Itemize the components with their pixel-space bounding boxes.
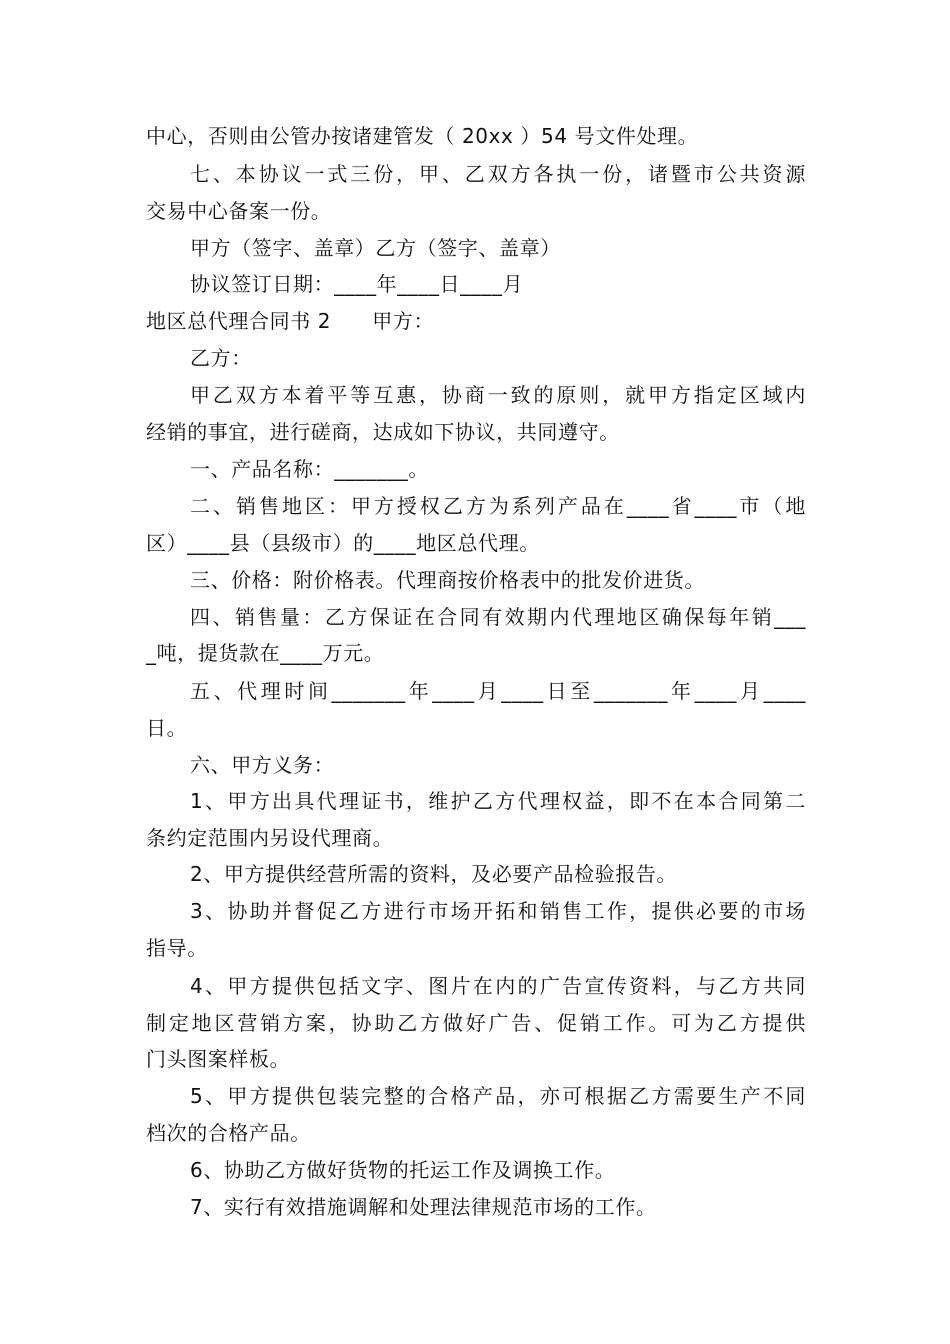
item-4-line-1: 4、甲方提供包括文字、图片在内的广告宣传资料，与乙方共同 <box>190 974 806 998</box>
item-3-line-2: 指导。 <box>146 936 208 960</box>
item-5-line-2: 档次的合格产品。 <box>146 1121 311 1145</box>
signature-line: 甲方（签字、盖章）乙方（签字、盖章） <box>190 236 561 260</box>
clause-1-line: 一、产品名称：_______。 <box>190 457 429 481</box>
party-b-line: 乙方： <box>190 346 252 370</box>
clause-6-heading: 六、甲方义务： <box>190 753 335 777</box>
paragraph-line: 中心，否则由公管办按诸建管发（ 20xx ）54 号文件处理。 <box>146 124 699 148</box>
clause-4-line-2: _吨，提货款在____万元。 <box>146 641 385 665</box>
clause-7-line-2: 交易中心备案一份。 <box>146 199 332 223</box>
item-4-line-3: 门头图案样板。 <box>146 1047 291 1071</box>
item-4-line-2: 制定地区营销方案，协助乙方做好广告、促销工作。可为乙方提供 <box>146 1011 806 1035</box>
item-7-line: 7、实行有效措施调解和处理法律规范市场的工作。 <box>190 1195 657 1219</box>
item-5-line-1: 5、甲方提供包装完整的合格产品，亦可根据乙方需要生产不同 <box>190 1084 806 1108</box>
clause-2-line-1: 二、销售地区：甲方授权乙方为系列产品在____省____市（地 <box>190 494 806 518</box>
item-1-line-1: 1、甲方出具代理证书，维护乙方代理权益，即不在本合同第二 <box>190 789 806 813</box>
preamble-line-1: 甲乙双方本着平等互惠，协商一致的原则，就甲方指定区域内 <box>190 383 806 407</box>
item-2-line: 2、甲方提供经营所需的资料，及必要产品检验报告。 <box>190 862 678 886</box>
clause-5-line-1: 五、代理时间_______年____月____日至_______年____月____ <box>190 679 806 703</box>
clause-4-line-1: 四、销售量：乙方保证在合同有效期内代理地区确保每年销___ <box>190 605 806 629</box>
clause-5-line-2: 日。 <box>146 716 188 740</box>
preamble-line-2: 经销的事宜，进行磋商，达成如下协议，共同遵守。 <box>146 420 620 444</box>
item-6-line: 6、协助乙方做好货物的托运工作及调换工作。 <box>190 1158 616 1182</box>
contract-title-line: 地区总代理合同书 2 甲方： <box>146 309 435 333</box>
item-3-line-1: 3、协助并督促乙方进行市场开拓和销售工作，提供必要的市场 <box>190 899 806 923</box>
signing-date-line: 协议签订日期：____年____日____月 <box>190 272 524 296</box>
clause-3-line: 三、价格：附价格表。代理商按价格表中的批发价进货。 <box>190 568 705 592</box>
clause-7-line-1: 七、本协议一式三份，甲、乙双方各执一份，诸暨市公共资源 <box>190 162 806 186</box>
item-1-line-2: 条约定范围内另设代理商。 <box>146 826 394 850</box>
clause-2-line-2: 区）____县（县级市）的____地区总代理。 <box>146 531 540 555</box>
